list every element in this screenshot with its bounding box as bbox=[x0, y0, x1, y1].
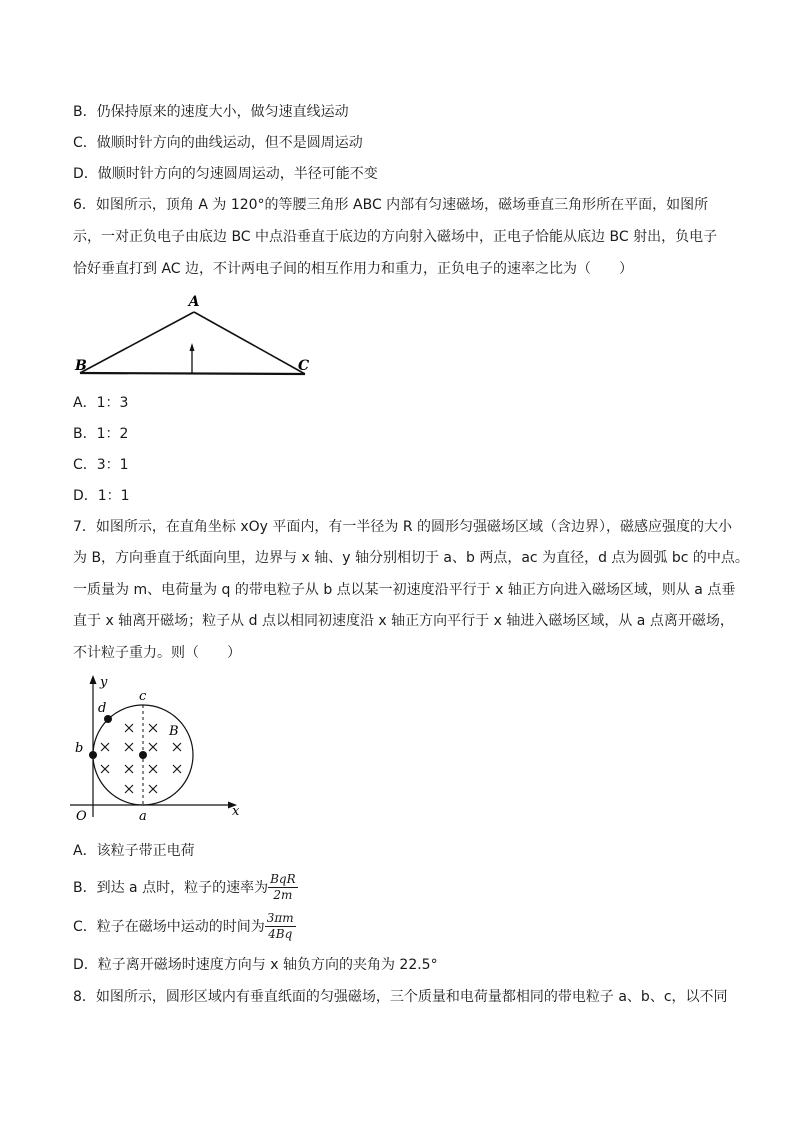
q6-stem-line-1: 6．如图所示，顶角 A 为 120°的等腰三角形 ABC 内部有匀速磁场，磁场垂直三角形所在平面，如图所 bbox=[73, 197, 709, 213]
q7-option-a: A．该粒子带正电荷 bbox=[73, 843, 195, 859]
q7-stem-line-4: 直于 x 轴离开磁场；粒子从 d 点以相同初速度沿 x 轴正方向平行于 x 轴进入磁场区域，从 a 点离开磁场， bbox=[73, 613, 734, 629]
q7-stem-line-5: 不计粒子重力。则（ ） bbox=[73, 645, 241, 661]
q6-option-a: A．1：3 bbox=[73, 395, 129, 411]
q7-stem-line-2: 为 B，方向垂直于纸面向里，边界与 x 轴、y 轴分别相切于 a、b 两点，ac 为直径，d 点为圆弧 bc 的中点。 bbox=[73, 550, 749, 566]
q7-stem-line-1: 7．如图所示，在直角坐标 xOy 平面内，有一半径为 R 的圆形匀强磁场区域（含边界），磁感应强度的大小 bbox=[73, 519, 733, 535]
q7-stem-line-3: 一质量为 m、电荷量为 q 的带电粒子从 b 点以某一初速度沿平行于 x 轴正方向进入磁场区域，则从 a 点垂 bbox=[73, 582, 736, 598]
label-field-b: B bbox=[169, 724, 179, 739]
label-origin: O bbox=[76, 809, 87, 824]
q5-option-d: D．做顺时针方向的匀速圆周运动，半径可能不变 bbox=[73, 166, 378, 182]
fraction-numerator: BqR bbox=[270, 872, 296, 886]
q8-stem-line-1: 8．如图所示，圆形区域内有垂直纸面的匀强磁场，三个质量和电荷量都相同的带电粒子 a、b、c，以不同 bbox=[73, 989, 728, 1005]
label-vertex-c: C bbox=[298, 358, 310, 374]
label-point-b: b bbox=[75, 741, 84, 756]
q7-option-d: D．粒子离开磁场时速度方向与 x 轴负方向的夹角为 22.5° bbox=[73, 957, 438, 973]
q7-option-c-text: C．粒子在磁场中运动的时间为 bbox=[73, 918, 265, 935]
fraction-numerator: 3πm bbox=[266, 911, 294, 925]
label-vertex-b: B bbox=[75, 358, 87, 374]
q7-option-b-text: B．到达 a 点时，粒子的速率为 bbox=[73, 879, 269, 896]
label-point-d: d bbox=[98, 701, 107, 716]
q6-triangle-figure bbox=[70, 290, 320, 380]
q7-option-c bbox=[73, 911, 296, 942]
q6-option-b: B．1：2 bbox=[73, 426, 129, 442]
label-axis-x: x bbox=[232, 804, 240, 819]
label-axis-y: y bbox=[100, 675, 108, 690]
point-d-dot bbox=[104, 715, 112, 723]
q5-option-b: B．仍保持原来的速度大小，做匀速直线运动 bbox=[73, 104, 349, 120]
q6-option-d: D．1：1 bbox=[73, 488, 130, 504]
q6-stem-line-3: 恰好垂直打到 AC 边，不计两电子间的相互作用力和重力，正负电子的速率之比为（ ） bbox=[73, 261, 634, 277]
q7-option-b bbox=[73, 872, 298, 903]
q6-stem-line-2: 示，一对正负电子由底边 BC 中点沿垂直于底边的方向射入磁场中，正电子恰能从底边 BC 射出，负电子 bbox=[73, 229, 718, 245]
point-b-dot bbox=[89, 751, 97, 759]
label-point-c: c bbox=[139, 689, 147, 704]
q6-option-c: C．3：1 bbox=[73, 457, 129, 473]
triangle-side-ac bbox=[194, 312, 305, 374]
velocity-arrowhead bbox=[190, 343, 195, 351]
q7-option-c-fraction bbox=[265, 911, 296, 942]
center-dot bbox=[139, 751, 147, 759]
triangle-side-ba bbox=[80, 312, 194, 373]
q5-option-c: C．做顺时针方向的曲线运动，但不是圆周运动 bbox=[73, 135, 363, 151]
q7-option-b-fraction bbox=[268, 872, 298, 903]
label-point-a: a bbox=[139, 809, 147, 824]
label-vertex-a: A bbox=[188, 294, 200, 310]
q7-magnetic-field-figure bbox=[70, 672, 250, 827]
fraction-denominator: 2m bbox=[273, 888, 293, 902]
y-axis-arrowhead bbox=[90, 675, 97, 684]
fraction-denominator: 4Bq bbox=[268, 927, 293, 941]
